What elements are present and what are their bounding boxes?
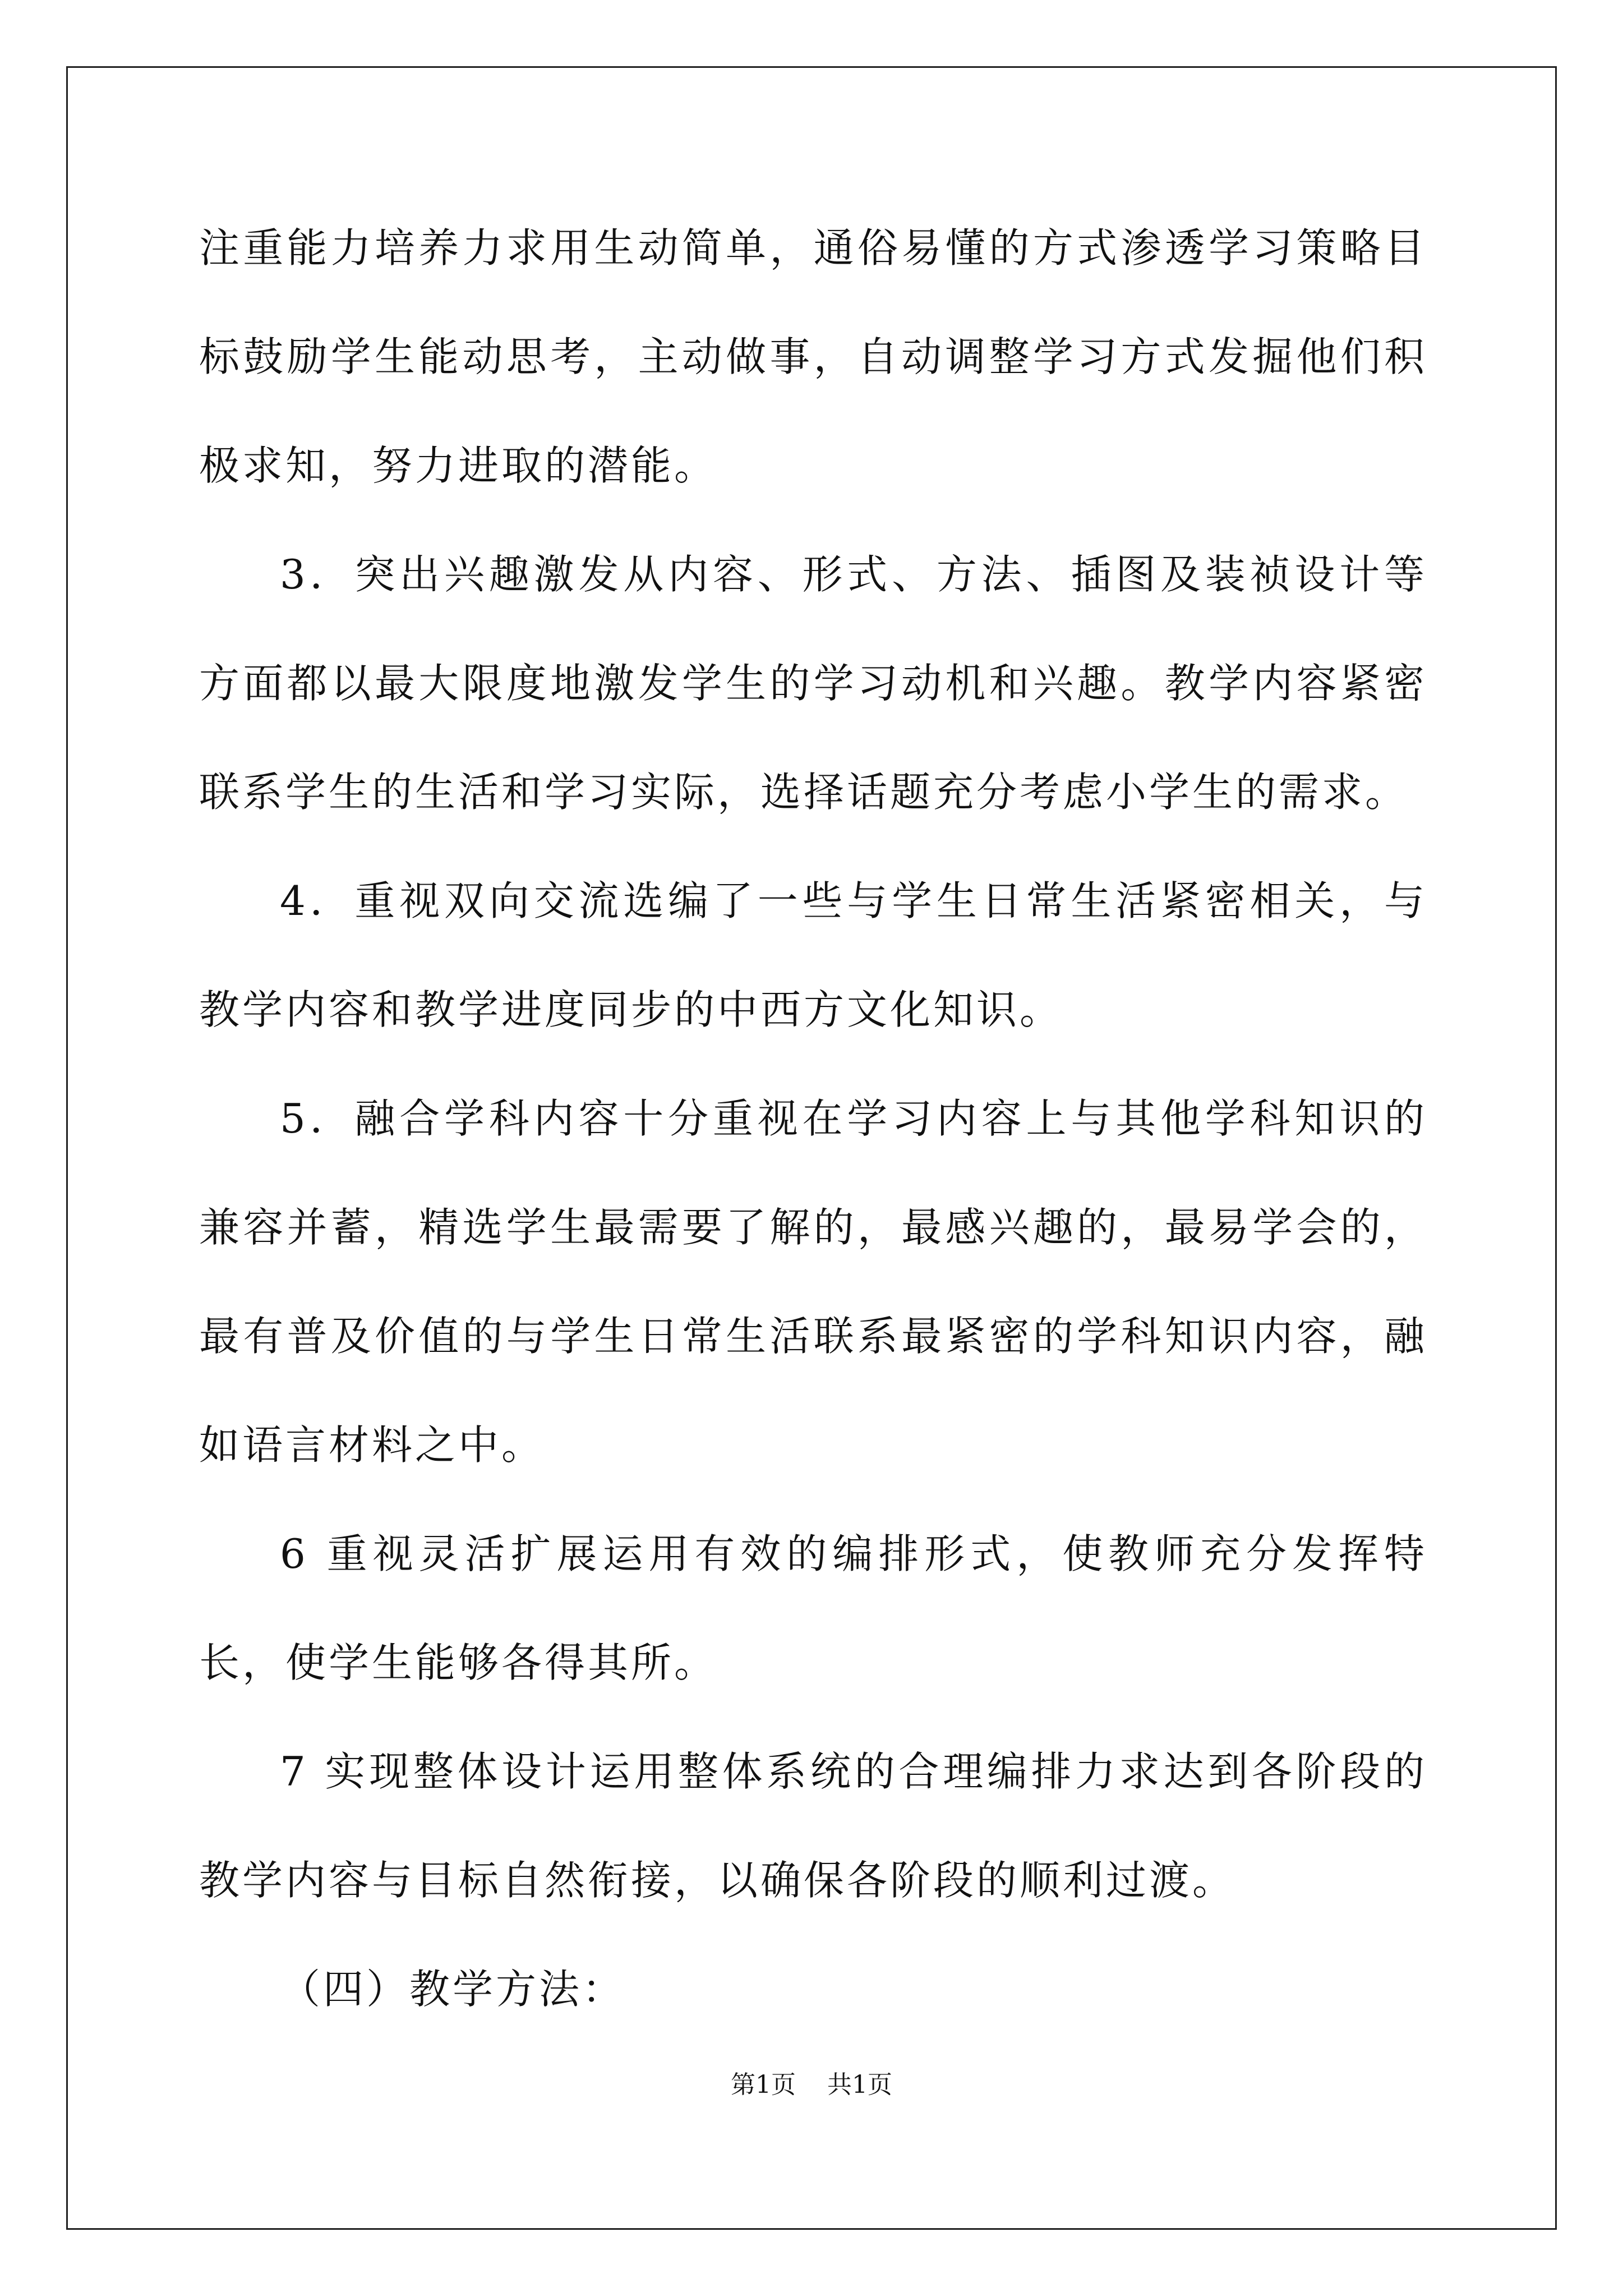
paragraph-item-5: 5．融合学科内容十分重视在学习内容上与其他学科知识的兼容并蓄，精选学生最需要了解的，最感兴趣的，最易学会的，最有普及价值的与学生日常生活联系最紧密的学科知识内容，融如语言材料之中。: [199, 1095, 1427, 1469]
page-number-current: 第1页: [731, 2070, 796, 2099]
page-number-total: 共1页: [827, 2070, 892, 2099]
paragraph-item-4: 4．重视双向交流选编了一些与学生日常生活紧密相关，与教学内容和教学进度同步的中西方文化知识。: [199, 877, 1427, 1033]
paragraph-item-6: 6 重视灵活扩展运用有效的编排形式，使教师充分发挥特长，使学生能够各得其所。: [199, 1530, 1427, 1686]
document-body: [199, 194, 1427, 2044]
paragraph-item-7: 7 实现整体设计运用整体系统的合理编排力求达到各阶段的教学内容与目标自然衔接，以确保各阶段的顺利过渡。: [199, 1748, 1427, 1904]
paragraph-item-3: 3．突出兴趣激发从内容、形式、方法、插图及装祯设计等方面都以最大限度地激发学生的学习动机和兴趣。教学内容紧密联系学生的生活和学习实际，选择话题充分考虑小学生的需求。: [199, 551, 1427, 816]
section-heading-teaching-methods: （四）教学方法：: [280, 1966, 626, 2013]
page-footer: [0, 2064, 1623, 2100]
paragraph-learning-strategy: 注重能力培养力求用生动简单，通俗易懂的方式渗透学习策略目标鼓励学生能动思考，主动做事，自动调整学习方式发掘他们积极求知，努力进取的潜能。: [199, 224, 1427, 489]
